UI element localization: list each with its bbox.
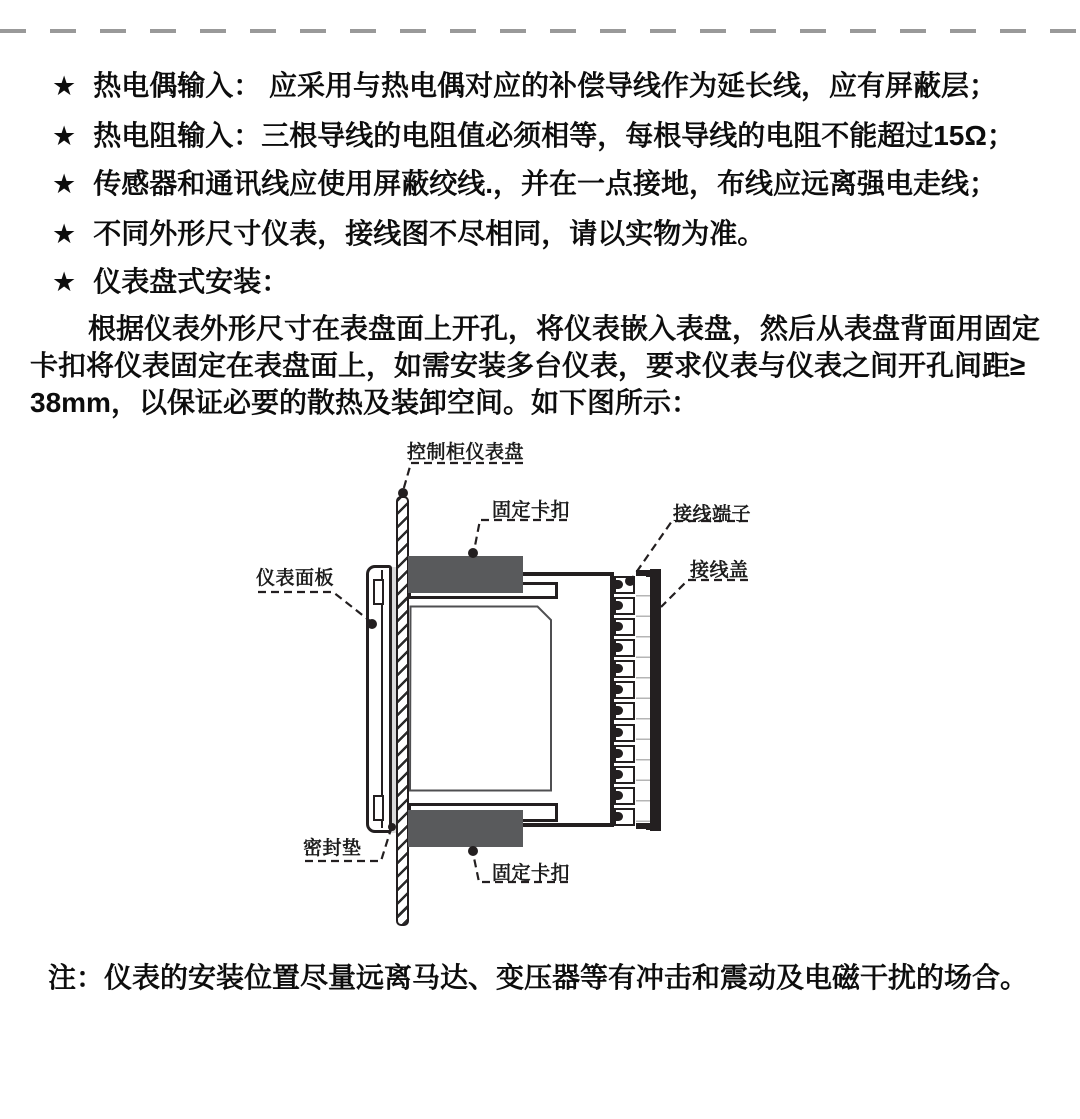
terminal-cell — [614, 618, 635, 636]
wiring-cover-bar — [650, 569, 661, 831]
terminal-cell — [614, 702, 635, 720]
star-icon: ★ — [52, 267, 77, 297]
terminal-block-spine — [636, 570, 650, 829]
bullet-item — [52, 70, 997, 102]
bullet-text: 热电阻输入：三根导线的电阻值必须相等，每根导线的电阻不能超过15Ω； — [93, 120, 1015, 151]
bullet-item — [52, 168, 997, 200]
note-text: 注：仪表的安装位置尽量远离马达、变压器等有冲击和震动及电磁干扰的场合。 — [48, 962, 1029, 993]
leader-front-panel — [258, 592, 370, 621]
terminal-cell — [614, 639, 635, 657]
fixing-clip-bottom — [408, 810, 523, 847]
label-cabinet-panel: 控制柜仪表盘 — [407, 442, 525, 463]
label-gasket: 密封垫 — [303, 838, 362, 859]
star-icon: ★ — [52, 121, 77, 151]
paragraph-line: 卡扣将仪表固定在表盘面上，如需安装多台仪表，要求仪表与仪表之间开孔间距≥ — [30, 350, 1026, 381]
leader-cover — [661, 580, 748, 607]
bezel-slot — [373, 579, 384, 605]
bullet-item — [52, 266, 289, 298]
star-icon: ★ — [52, 169, 77, 199]
bullet-text: 传感器和通讯线应使用屏蔽绞线.，并在一点接地，布线应远离强电走线； — [93, 168, 998, 199]
top-dashed-divider — [0, 29, 1080, 33]
terminal-cell — [614, 724, 635, 742]
star-icon: ★ — [52, 71, 77, 101]
case-inner-box — [410, 607, 551, 791]
instrument-front-bezel — [366, 565, 392, 833]
terminal-cell — [614, 576, 635, 594]
terminal-cell — [614, 681, 635, 699]
leader-panel — [403, 463, 523, 491]
bullet-item — [52, 120, 1015, 152]
terminal-block — [614, 576, 635, 826]
leader-dot — [468, 846, 478, 856]
terminal-cell — [614, 808, 635, 826]
label-front-panel: 仪表面板 — [256, 568, 335, 589]
paragraph-line: 根据仪表外形尺寸在表盘面上开孔，将仪表嵌入表盘，然后从表盘背面用固定 — [88, 313, 1041, 344]
bullet-item — [52, 218, 765, 250]
label-wiring-cover: 接线盖 — [690, 560, 749, 581]
terminal-cell — [614, 745, 635, 763]
label-terminal: 接线端子 — [673, 504, 752, 525]
bezel-slot — [373, 795, 384, 821]
paragraph-line: 38mm，以保证必要的散热及装卸空间。如下图所示： — [30, 387, 699, 418]
leader-clip-top — [474, 520, 567, 551]
fixing-clip-top — [408, 556, 523, 593]
bullet-text: 不同外形尺寸仪表，接线图不尽相同，请以实物为准。 — [93, 218, 766, 249]
label-fixing-clip-bottom: 固定卡扣 — [492, 863, 571, 884]
label-fixing-clip-top: 固定卡扣 — [492, 500, 571, 521]
terminal-cell — [614, 597, 635, 615]
star-icon: ★ — [52, 219, 77, 249]
bezel-edge-line — [381, 570, 383, 828]
terminal-cell — [614, 660, 635, 678]
terminal-cell — [614, 787, 635, 805]
terminal-cell — [614, 766, 635, 784]
bullet-text: 仪表盘式安装： — [93, 266, 290, 297]
bullet-text: 热电偶输入： 应采用与热电偶对应的补偿导线作为延长线，应有屏蔽层； — [93, 70, 998, 101]
